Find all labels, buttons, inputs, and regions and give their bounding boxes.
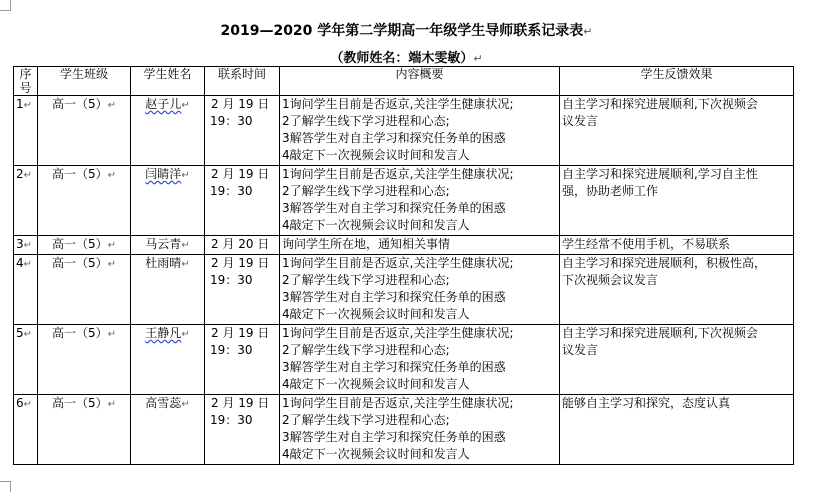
document-subtitle [0,47,813,66]
header-no: 序号 [14,67,38,96]
cell-class [38,395,131,465]
cell-mark-icon: ↵ [23,259,33,270]
content-line: 4敲定下一次视频会议时间和发言人 [282,218,470,232]
table-row [14,236,794,255]
table-row [14,325,794,395]
contact-time-line: 2 月 19 日 [211,256,270,270]
cell-feedback [560,325,794,395]
header-content: 内容概要 [280,67,560,96]
row-number: 2 [16,167,24,181]
contact-time-line: 19：30 [210,413,253,427]
page-corner-mark-top-left [0,0,11,11]
paragraph-mark-icon: ↵ [473,52,483,65]
content-line: 3解答学生对自主学习和探究任务单的困惑 [282,201,506,215]
student-class: 高一（5） [51,256,108,270]
feedback-line: 能够自主学习和探究，态度认真 [562,396,731,410]
cell-mark-icon: ↵ [107,399,117,410]
header-class: 学生班级 [38,67,131,96]
content-line: 2了解学生线下学习进程和心态; [282,343,450,357]
cell-feedback [560,255,794,325]
header-time: 联系时间 [205,67,280,96]
feedback-line: 自主学习和探究进展顺利，积极性高， [562,256,767,270]
paragraph-mark-icon: ↵ [583,25,593,38]
feedback-line: 下次视频会议发言 [562,273,659,287]
feedback-line: 议发言 [562,343,599,357]
cell-mark-icon: ↵ [23,100,33,111]
document-subtitle-text: （教师姓名：端木雯敏） [330,51,474,66]
table-row [14,395,794,465]
cell-name [131,166,205,236]
page-corner-mark-bottom-left [0,481,11,492]
content-line: 1询问学生目前是否返京,关注学生健康状况; [282,396,514,410]
table-row [14,96,794,166]
content-line: 4敲定下一次视频会议时间和发言人 [282,377,470,391]
document-title [0,20,813,40]
cell-name [131,236,205,255]
cell-content [280,395,560,465]
cell-mark-icon: ↵ [107,329,117,340]
cell-mark-icon: ↵ [107,259,117,270]
content-line: 询问学生所在地，通知相关事情 [282,237,451,251]
student-name: 闫睛洋 [145,167,182,181]
cell-content [280,325,560,395]
cell-mark-icon: ↵ [181,399,190,410]
cell-feedback [560,395,794,465]
feedback-line: 学生经常不使用手机，不易联系 [562,237,731,251]
cell-no [14,166,38,236]
cell-mark-icon: ↵ [23,399,33,410]
cell-name [131,255,205,325]
cell-time [205,395,280,465]
row-number: 4 [16,256,24,270]
student-class: 高一（5） [51,97,108,111]
header-name: 学生姓名 [131,67,205,96]
content-line: 4敲定下一次视频会议时间和发言人 [282,307,470,321]
content-line: 3解答学生对自主学习和探究任务单的困惑 [282,430,506,444]
row-number: 1 [16,97,24,111]
cell-time [205,255,280,325]
content-line: 1询问学生目前是否返京,关注学生健康状况; [282,167,514,181]
student-name: 杜雨晴 [145,256,182,270]
cell-time [205,96,280,166]
student-name: 马云青 [145,237,182,251]
table-row [14,255,794,325]
cell-name [131,325,205,395]
contact-time-line: 2 月 19 日 [211,326,270,340]
cell-name [131,395,205,465]
contact-time-line: 2 月 19 日 [211,396,270,410]
table-body [14,96,794,465]
feedback-line: 强，协助老师工作 [562,184,659,198]
cell-class [38,166,131,236]
table-header-row [14,67,794,96]
cell-class [38,96,131,166]
cell-class [38,325,131,395]
cell-time [205,166,280,236]
contact-log-table [13,66,794,465]
cell-mark-icon: ↵ [23,329,33,340]
cell-mark-icon: ↵ [181,100,190,111]
content-line: 2了解学生线下学习进程和心态; [282,413,450,427]
header-feedback: 学生反馈效果 [560,67,794,96]
cell-content [280,255,560,325]
cell-no [14,236,38,255]
cell-no [14,96,38,166]
content-line: 4敲定下一次视频会议时间和发言人 [282,148,470,162]
feedback-line: 自主学习和探究进展顺利,下次视频会 [562,326,758,340]
feedback-line: 议发言 [562,114,599,128]
cell-mark-icon: ↵ [107,170,117,181]
table-row [14,166,794,236]
student-name: 高雪蕊 [145,396,182,410]
contact-time-line: 19：30 [210,273,253,287]
student-name: 赵子儿 [145,97,182,111]
cell-mark-icon: ↵ [181,240,190,251]
cell-class [38,255,131,325]
content-line: 3解答学生对自主学习和探究任务单的困惑 [282,360,506,374]
document-title-text: 2019—2020 学年第二学期高一年级学生导师联系记录表 [220,23,584,39]
feedback-line: 自主学习和探究进展顺利,下次视频会 [562,97,758,111]
content-line: 3解答学生对自主学习和探究任务单的困惑 [282,290,506,304]
content-line: 2了解学生线下学习进程和心态; [282,184,450,198]
cell-no [14,255,38,325]
contact-time-line: 19：30 [210,184,253,198]
contact-time-line: 19：30 [210,343,253,357]
cell-mark-icon: ↵ [181,259,190,270]
cell-mark-icon: ↵ [107,100,117,111]
content-line: 2了解学生线下学习进程和心态; [282,273,450,287]
cell-mark-icon: ↵ [181,329,190,340]
content-line: 1询问学生目前是否返京,关注学生健康状况; [282,256,514,270]
contact-time-line: 2 月 20 日 [211,237,270,251]
feedback-line: 自主学习和探究进展顺利,学习自主性 [562,167,758,181]
content-line: 1询问学生目前是否返京,关注学生健康状况; [282,97,514,111]
student-class: 高一（5） [51,396,108,410]
cell-mark-icon: ↵ [107,240,117,251]
content-line: 4敲定下一次视频会议时间和发言人 [282,447,470,461]
cell-time [205,325,280,395]
content-line: 3解答学生对自主学习和探究任务单的困惑 [282,131,506,145]
contact-time-line: 2 月 19 日 [211,167,270,181]
cell-class [38,236,131,255]
row-number: 3 [16,237,24,251]
student-class: 高一（5） [51,167,108,181]
cell-content [280,96,560,166]
cell-content [280,236,560,255]
contact-time-line: 2 月 19 日 [211,97,270,111]
cell-content [280,166,560,236]
row-number: 5 [16,326,24,340]
student-name: 王静凡 [145,326,182,340]
cell-time [205,236,280,255]
contact-time-line: 19：30 [210,114,253,128]
cell-mark-icon: ↵ [181,170,190,181]
content-line: 1询问学生目前是否返京,关注学生健康状况; [282,326,514,340]
student-class: 高一（5） [51,237,108,251]
student-class: 高一（5） [51,326,108,340]
cell-feedback [560,96,794,166]
cell-name [131,96,205,166]
cell-feedback [560,166,794,236]
cell-mark-icon: ↵ [23,240,33,251]
row-number: 6 [16,396,24,410]
cell-no [14,325,38,395]
cell-no [14,395,38,465]
content-line: 2了解学生线下学习进程和心态; [282,114,450,128]
cell-feedback [560,236,794,255]
cell-mark-icon: ↵ [23,170,33,181]
